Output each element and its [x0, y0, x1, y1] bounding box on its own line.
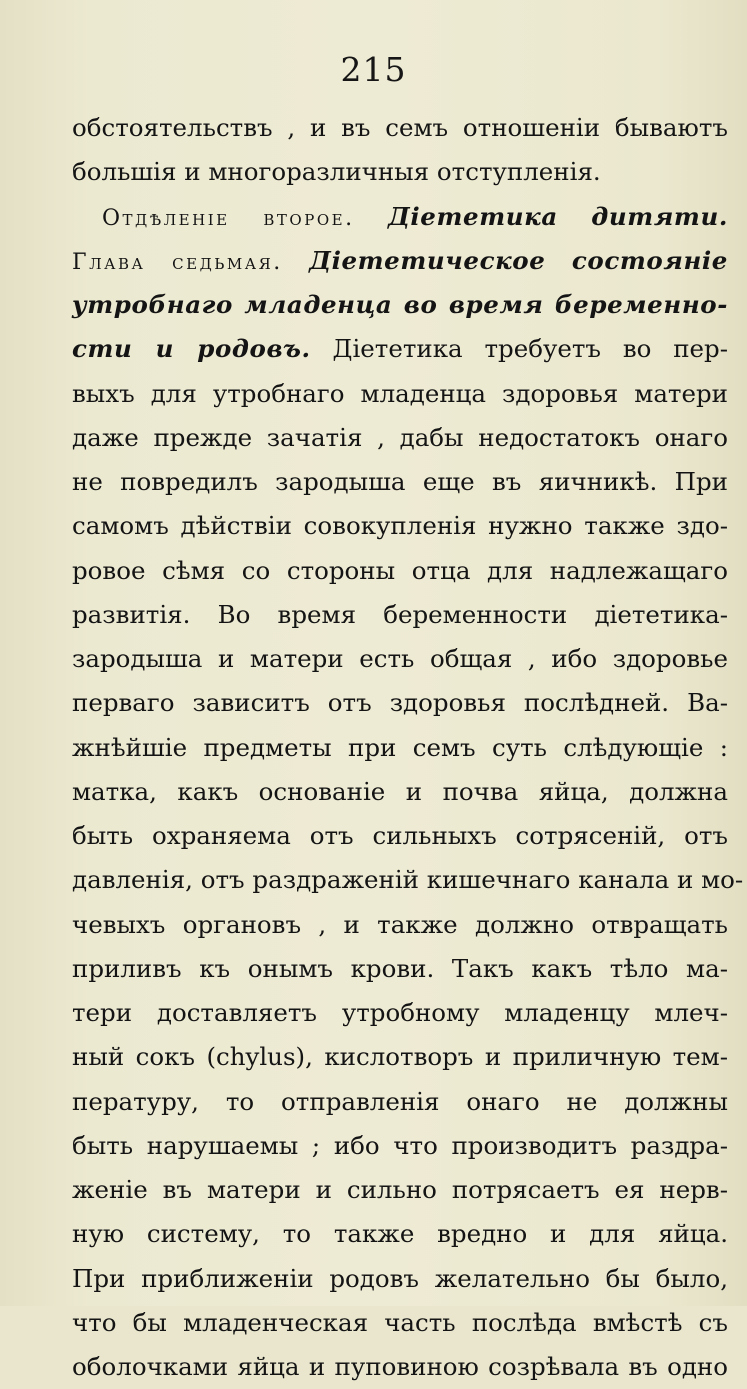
text-segment: зародыша и матери есть общая , ибо здоровье [72, 644, 728, 673]
text-segment: Діететика требуетъ во пер- [310, 334, 729, 364]
text-segment: ровое сѣмя со стороны отца для надлежащаго [72, 555, 728, 585]
text-line-content [72, 150, 728, 194]
text-line-content [72, 327, 728, 371]
text-segment: что бы младенческая часть послѣда вмѣстѣ съ [72, 1307, 728, 1337]
section-heading: Отдѣленіе второе. [102, 205, 355, 231]
text-line-content [72, 593, 728, 637]
text-line-content [72, 1168, 728, 1212]
text-line-content [72, 1301, 728, 1345]
text-segment: тери доставляетъ утробному младенцу млеч- [72, 998, 728, 1027]
text-segment: большія и многоразличныя отступленія. [72, 157, 601, 187]
text-line [72, 1035, 728, 1079]
text-line-content [72, 1035, 728, 1079]
text-line-content [72, 726, 728, 770]
text-line-content [72, 504, 728, 548]
italic-title: Діететика дитяти. [354, 201, 728, 231]
text-line-content [72, 283, 728, 327]
text-segment: перваго зависитъ отъ здоровья послѣдней. Ва- [72, 688, 728, 718]
text-line [72, 858, 744, 902]
text-line [72, 1212, 728, 1256]
text-line [72, 327, 728, 371]
text-segment: обстоятельствъ , и въ семъ отношеніи бываютъ [72, 113, 728, 142]
text-segment: быть нарушаемы ; ибо что производитъ раздра- [72, 1130, 728, 1160]
text-segment: жнѣйшіе предметы при семъ суть слѣдующіе : [72, 732, 728, 762]
text-line-content [72, 858, 744, 902]
text-line [72, 947, 728, 991]
text-line-content [72, 1345, 728, 1389]
text-line-content [72, 372, 728, 416]
text-line [72, 726, 728, 770]
text-line [72, 770, 728, 814]
text-line [72, 991, 728, 1035]
text-line-content [102, 195, 728, 241]
text-segment: самомъ дѣйствіи совокупленія нужно также здо- [72, 511, 728, 541]
text-segment: выхъ для утробнаго младенца здоровья матери [72, 378, 728, 408]
text-segment: давленія, отъ раздраженій кишечнаго канала и мо- [72, 865, 744, 895]
text-segment: ную систему, то также вредно и для яйца. [72, 1219, 728, 1249]
text-line [72, 239, 728, 283]
text-line-content [72, 239, 728, 285]
text-segment: чевыхъ органовъ , и также должно отвращать [72, 909, 728, 939]
text-segment: ный сокъ (chylus), кислотворъ и приличную тем- [72, 1042, 728, 1072]
text-line-content [72, 770, 728, 814]
text-line [72, 1257, 728, 1301]
text-line [72, 549, 728, 593]
text-line [72, 150, 728, 194]
text-segment: развитія. Во время беременности діететика- [72, 599, 728, 629]
text-line [72, 593, 728, 637]
text-line [72, 416, 728, 460]
text-line-content [72, 903, 728, 947]
text-line-content [72, 681, 728, 725]
text-line-content [72, 1212, 728, 1256]
text-segment: приливъ къ онымъ крови. Такъ какъ тѣло ма- [72, 953, 728, 983]
text-line-content [72, 549, 728, 593]
text-line-content [72, 991, 728, 1035]
text-line-content [72, 106, 728, 150]
text-segment: женіе въ матери и сильно потрясаетъ ея нерв- [72, 1175, 728, 1204]
text-line-content [72, 1257, 728, 1301]
text-line-content [72, 1124, 728, 1168]
text-line [72, 1080, 728, 1124]
text-line [72, 1345, 728, 1389]
text-segment: быть охраняема отъ сильныхъ сотрясеній, отъ [72, 821, 728, 850]
text-segment: оболочками яйца и пуповиною созрѣвала въ одно [72, 1352, 728, 1381]
section-heading: Глава седьмая. [72, 249, 283, 275]
text-line [72, 460, 728, 504]
italic-title: сти и родовъ. [72, 334, 311, 364]
text-line [72, 814, 728, 858]
text-line [72, 504, 728, 548]
text-line-content [72, 416, 728, 460]
text-segment: пературу, то отправленія онаго не должны [72, 1086, 728, 1116]
italic-title: утробнаго младенца во время беременно- [72, 290, 728, 319]
italic-title: Діететическое состояніе [282, 245, 728, 275]
text-body [72, 106, 744, 1389]
text-line [72, 1124, 728, 1168]
text-line [72, 681, 728, 725]
text-segment: не повредилъ зародыша еще въ яичникѣ. При [72, 467, 728, 496]
text-line [72, 637, 728, 681]
text-line [72, 195, 728, 239]
text-line [72, 106, 728, 150]
text-line-content [72, 1080, 728, 1124]
text-line [72, 372, 728, 416]
text-line [72, 1301, 728, 1345]
text-line-content [72, 460, 728, 504]
text-line-content [72, 814, 728, 858]
page-number: 215 [340, 50, 407, 89]
text-line [72, 903, 728, 947]
text-line-content [72, 947, 728, 991]
text-line-content [72, 637, 728, 681]
text-segment: даже прежде зачатія , дабы недостатокъ онаго [72, 422, 728, 452]
text-segment: матка, какъ основаніе и почва яйца, должна [72, 776, 728, 806]
text-line [72, 1168, 728, 1212]
text-segment: При приближеніи родовъ желательно бы было, [72, 1263, 728, 1293]
text-line [72, 283, 728, 327]
